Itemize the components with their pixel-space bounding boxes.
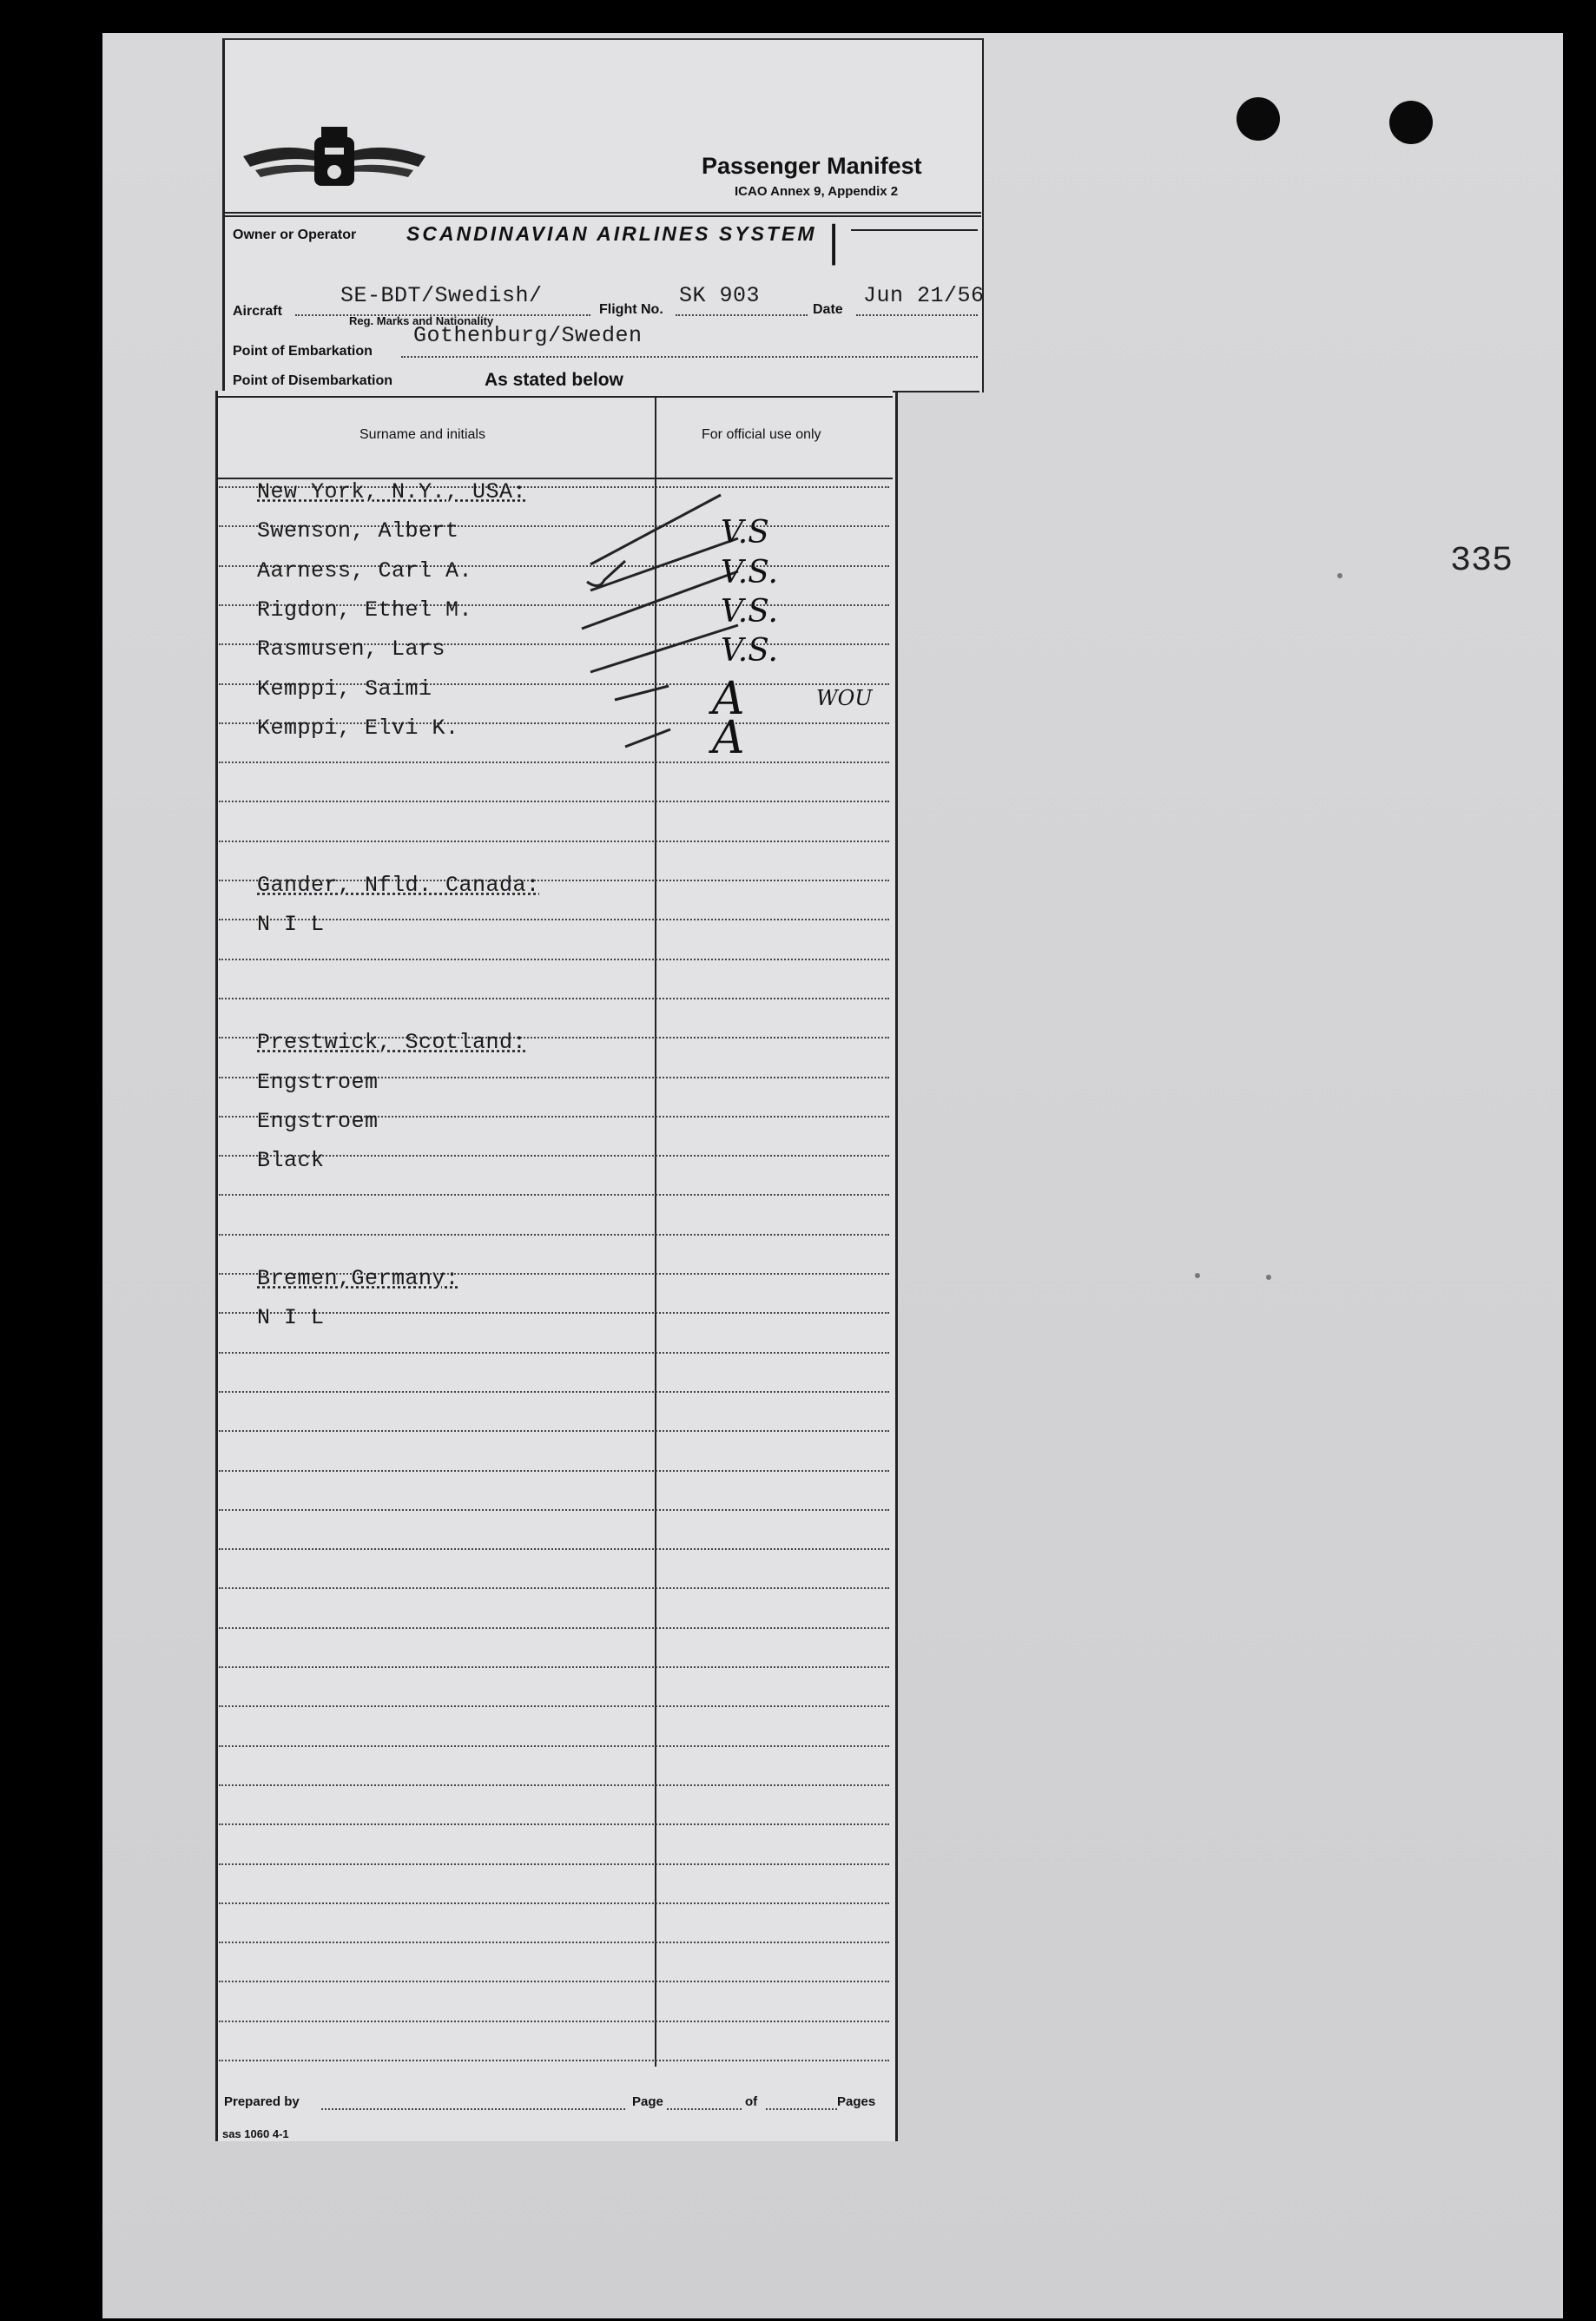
page-rule [667, 2108, 742, 2110]
row-line [219, 1587, 889, 1589]
row-line [219, 1509, 889, 1511]
row-line [219, 801, 889, 802]
row-line [219, 2021, 889, 2022]
row-line [219, 1745, 889, 1747]
owner-label: Owner or Operator [233, 227, 357, 242]
destination-heading: Gander, Nfld. Canada: [257, 873, 540, 898]
row-line [219, 1627, 889, 1629]
row-line [219, 959, 889, 960]
official-mark: A [712, 712, 745, 764]
row-line [219, 1548, 889, 1550]
row-line [219, 998, 889, 999]
aircraft-value: SE-BDT/Swedish/ [340, 283, 543, 308]
speck [1195, 1273, 1200, 1278]
destination-heading: Prestwick, Scotland: [257, 1030, 527, 1055]
passenger-name: Rigdon, Ethel M. [257, 597, 473, 623]
disembarkation-value: As stated below [485, 370, 623, 390]
of-label: of [745, 2094, 758, 2109]
flight-label: Flight No. [599, 302, 663, 317]
prepared-by-label: Prepared by [224, 2094, 300, 2109]
punch-hole [1237, 97, 1280, 141]
passenger-name: Engstroem [257, 1070, 379, 1095]
flight-value: SK 903 [679, 283, 761, 308]
embarkation-rule [401, 356, 978, 358]
embarkation-label: Point of Embarkation [233, 344, 373, 359]
of-rule [766, 2108, 837, 2110]
row-line [219, 1430, 889, 1432]
passenger-name: Rasmusen, Lars [257, 636, 446, 662]
passenger-name: Swenson, Albert [257, 518, 459, 544]
row-line [219, 1391, 889, 1393]
punch-hole [1389, 101, 1433, 144]
page-label: Page [632, 2094, 663, 2109]
passenger-name: Black [257, 1148, 325, 1173]
row-line [219, 1784, 889, 1786]
row-line [219, 1705, 889, 1707]
speck [1337, 573, 1342, 578]
speck [1266, 1275, 1271, 1280]
date-label: Date [813, 302, 843, 317]
row-line [219, 1352, 889, 1354]
handwritten-mark: | [827, 217, 841, 266]
col-surname-header: Surname and initials [359, 427, 485, 442]
margin-note: WOU [816, 686, 873, 710]
date-rule [856, 314, 978, 316]
header-rule [224, 215, 981, 217]
aircraft-label: Aircraft [233, 304, 282, 319]
row-line [219, 1902, 889, 1904]
row-line [219, 1981, 889, 1982]
destination-heading: Bremen,Germany: [257, 1266, 459, 1291]
passenger-name: N I L [257, 912, 325, 937]
official-mark: V.S [721, 515, 769, 551]
header-bottom-rule [893, 391, 979, 392]
official-mark: V.S. [721, 633, 778, 669]
row-line [219, 1194, 889, 1196]
row-line [219, 1234, 889, 1236]
reg-caption: Reg. Marks and Nationality [349, 314, 494, 327]
date-value: Jun 21/56 [863, 283, 985, 308]
row-line [219, 2060, 889, 2061]
page-number: 335 [1450, 542, 1514, 581]
table-top-rule [217, 396, 893, 398]
row-line [219, 1823, 889, 1825]
flight-rule [676, 314, 808, 316]
official-mark: V.S. [721, 555, 778, 590]
passenger-name: Kemppi, Elvi K. [257, 715, 459, 741]
passenger-name: Engstroem [257, 1109, 379, 1134]
embarkation-value: Gothenburg/Sweden [413, 323, 643, 348]
form-subtitle: ICAO Annex 9, Appendix 2 [735, 184, 899, 199]
row-line [219, 841, 889, 842]
owner-value: SCANDINAVIAN AIRLINES SYSTEM [406, 222, 817, 245]
passenger-name: Kemppi, Saimi [257, 676, 432, 702]
prepared-by-rule [321, 2108, 625, 2110]
col-official-header: For official use only [702, 427, 821, 442]
row-line [219, 1470, 889, 1472]
row-line [219, 1942, 889, 1943]
row-line [219, 1863, 889, 1865]
disembarkation-label: Point of Disembarkation [233, 373, 393, 388]
form-code: sas 1060 4-1 [222, 2127, 289, 2140]
pages-label: Pages [837, 2094, 876, 2109]
airline-logo [234, 122, 434, 205]
row-line [219, 1666, 889, 1668]
official-mark: V.S. [721, 594, 778, 630]
header-rule [224, 212, 981, 214]
passenger-name: Aarness, Carl A. [257, 558, 473, 584]
form-title: Passenger Manifest [702, 153, 922, 179]
owner-rule [851, 229, 978, 231]
official-mark: A [712, 673, 745, 725]
destination-heading: New York, N.Y., USA: [257, 479, 527, 504]
passenger-name: N I L [257, 1305, 325, 1330]
